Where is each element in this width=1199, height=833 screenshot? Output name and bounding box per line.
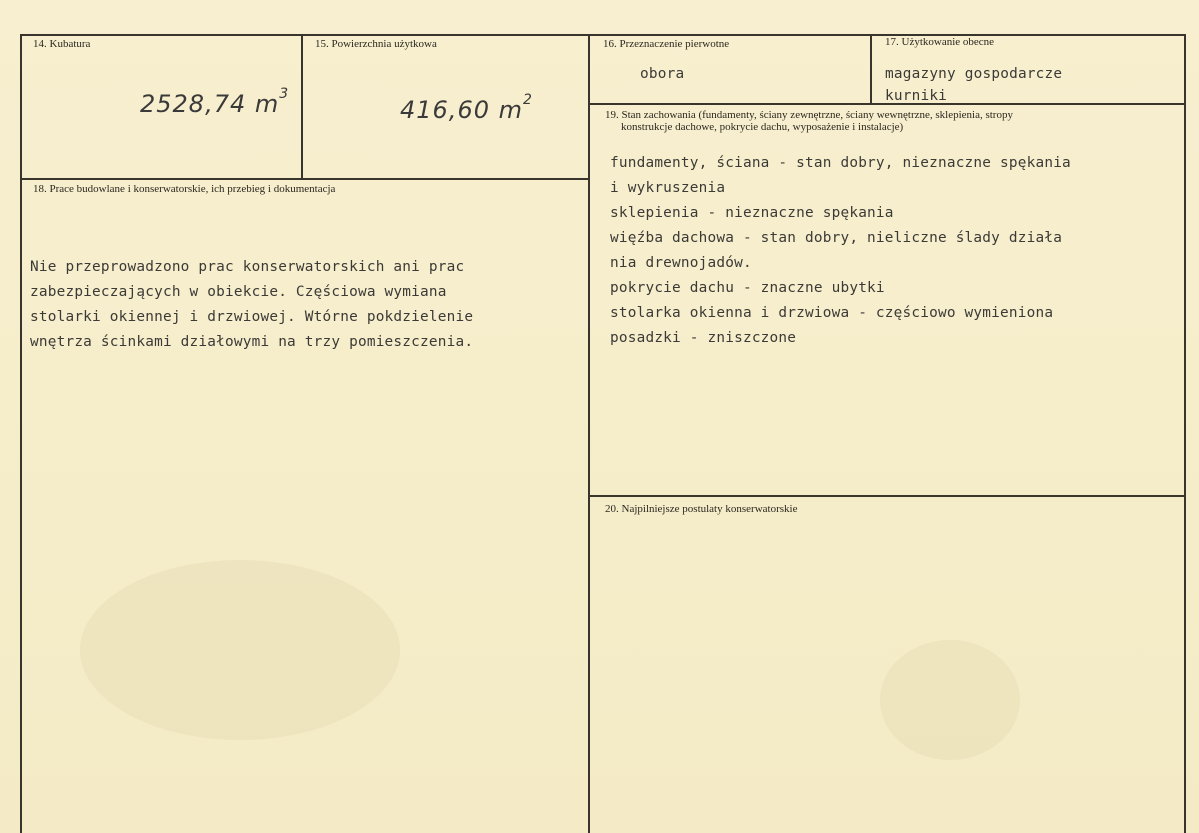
field-17-label: 17. Użytkowanie obecne (885, 36, 995, 48)
left-border (20, 34, 22, 833)
divider-row-20 (590, 495, 1184, 497)
field-17-line: kurniki (885, 88, 948, 104)
field-19-line: posadzki - zniszczone (610, 330, 797, 346)
divider-14-15 (301, 34, 303, 179)
top-border (20, 34, 1184, 36)
field-18-label: 18. Prace budowlane i konserwatorskie, ich przebieg i dokumentacja (33, 183, 336, 195)
field-19-line: stolarka okienna i drzwiowa - częściowo wymieniona (610, 305, 1054, 321)
field-14-value: 2528,74 $m^3$ (140, 86, 290, 118)
field-19-label: 19. Stan zachowania (fundamenty, ściany zewnętrzne, ściany wewnętrzne, sklepienia, stropy (605, 109, 1013, 121)
field-15-label: 15. Powierzchnia użytkowa (315, 38, 437, 50)
center-divider (588, 34, 590, 833)
paper-stain (80, 560, 400, 740)
field-19-line: fundamenty, ściana - stan dobry, nieznaczne spękania (610, 155, 1071, 171)
field-19-line: pokrycie dachu - znaczne ubytki (610, 280, 885, 296)
field-19-line: i wykruszenia (610, 180, 726, 196)
field-18-line: Nie przeprowadzono prac konserwatorskich ani prac (30, 259, 465, 275)
divider-row-18 (20, 178, 589, 180)
field-16-label: 16. Przeznaczenie pierwotne (603, 38, 730, 50)
field-18-line: wnętrza ścinkami działowymi na trzy pomieszczenia. (30, 334, 474, 350)
field-17-line: magazyny gospodarcze (885, 66, 1063, 82)
field-18-line: zabezpieczających w obiekcie. Częściowa wymiana (30, 284, 447, 300)
field-18-line: stolarki okiennej i drzwiowej. Wtórne pokdzielenie (30, 309, 474, 325)
field-16-value: obora (640, 66, 685, 82)
divider-16-17 (870, 34, 872, 104)
field-15-value: 416,60 $m^2$ (400, 92, 533, 124)
paper-stain (880, 640, 1020, 760)
right-border (1184, 34, 1186, 833)
field-14-label: 14. Kubatura (33, 38, 91, 50)
field-19-line: nia drewnojadów. (610, 255, 752, 271)
field-20-label: 20. Najpilniejsze postulaty konserwatorskie (605, 503, 798, 515)
field-19-line: sklepienia - nieznaczne spękania (610, 205, 894, 221)
field-19-label-cont: konstrukcje dachowe, pokrycie dachu, wyposażenie i instalacje) (621, 121, 904, 133)
field-19-line: więźba dachowa - stan dobry, nieliczne ślady działa (610, 230, 1063, 246)
